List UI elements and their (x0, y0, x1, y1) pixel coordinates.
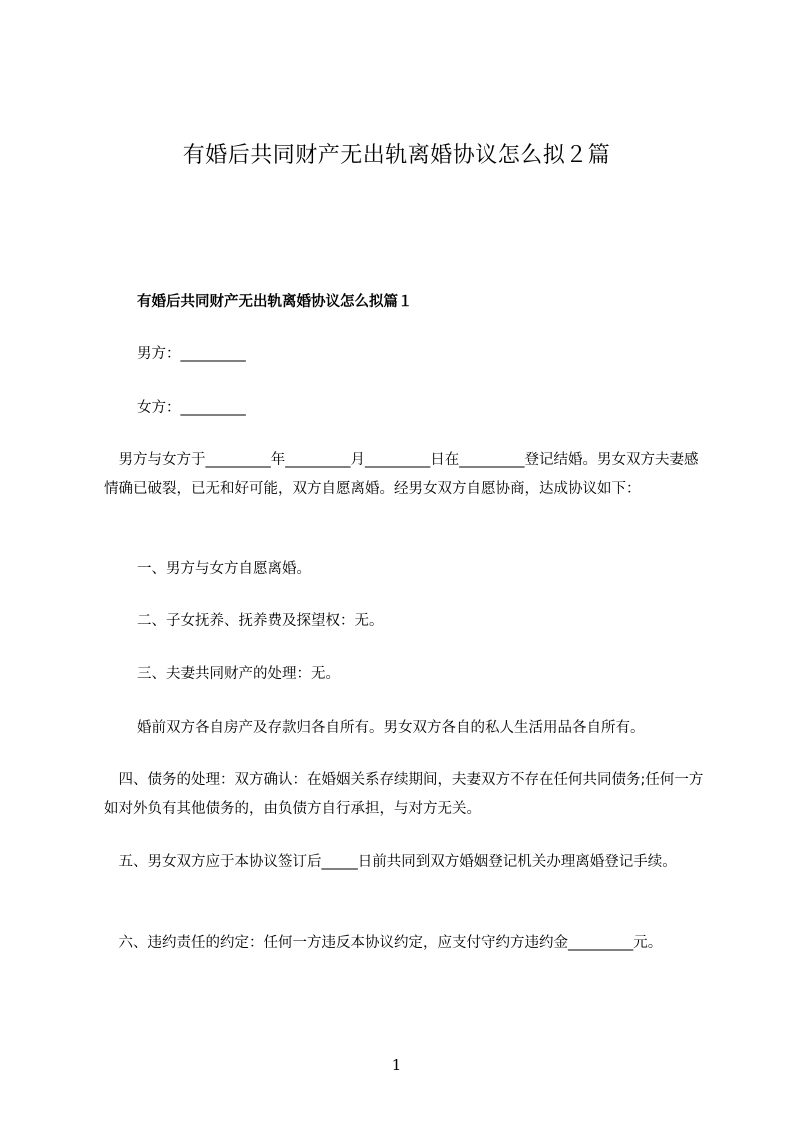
section-heading: 有婚后共同财产无出轨离婚协议怎么拟篇１ (137, 294, 413, 310)
intro-paragraph: 男方与女方于_________年_________月_________日在_________登记结婚。男女双方夫妻感情确已破裂，已无和好可能，双方自愿离婚。经男女双方自愿协商，达成协议如下： (104, 452, 699, 497)
clause-6: 六、违约责任的约定：任何一方违反本协议约定，应支付守约方违约金_________元。 (104, 935, 663, 951)
page-number: 1 (391, 1056, 402, 1074)
clause-5: 五、男女双方应于本协议签订后_____日前共同到双方婚姻登记机关办理离婚登记手续。 (104, 854, 677, 870)
document-title: 有婚后共同财产无出轨离婚协议怎么拟２篇 (182, 143, 611, 168)
clause-3: 三、夫妻共同财产的处理：无。 (137, 666, 340, 682)
female-party-line: 女方：_________ (137, 400, 246, 416)
clause-2: 二、子女抚养、抚养费及探望权：无。 (137, 613, 384, 629)
male-party-line: 男方：_________ (137, 346, 246, 362)
clause-4: 四、债务的处理：双方确认：在婚姻关系存续期间，夫妻双方不存在任何共同债务;任何一方如对外负有其他债务的，由负债方自行承担，与对方无关。 (104, 772, 704, 817)
clause-1: 一、男方与女方自愿离婚。 (137, 561, 311, 577)
property-note: 婚前双方各自房产及存款归各自所有。男女双方各自的私人生活用品各自所有。 (137, 720, 645, 736)
